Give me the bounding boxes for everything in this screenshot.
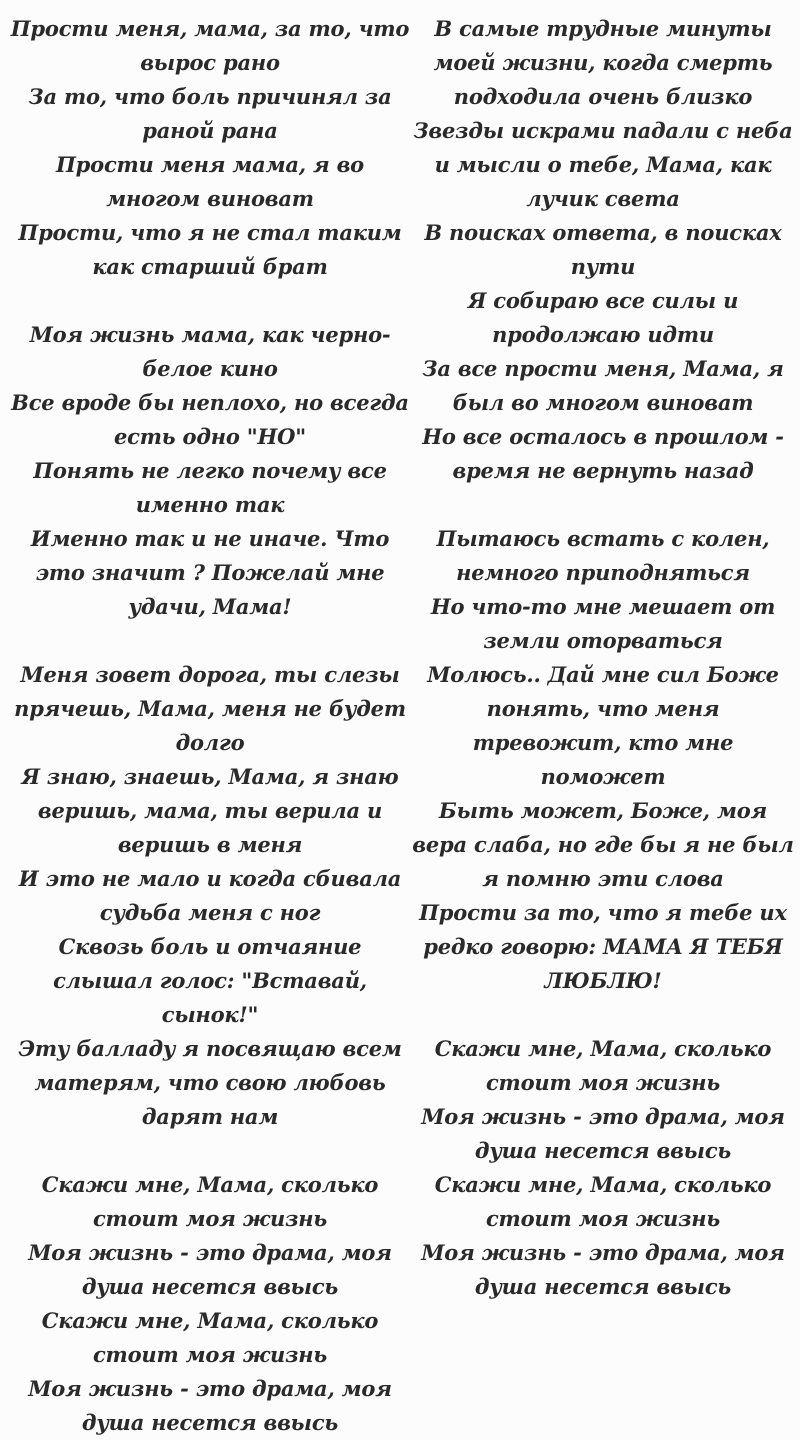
lyric-line: Моя жизнь - это драма, моя душа несется ввысь xyxy=(421,1104,785,1163)
lyric-line: За все прости меня, Мама, я был во многом виноват xyxy=(422,356,784,415)
lyric-line: Прости меня мама, я во многом виноват xyxy=(56,152,364,211)
lyric-line: Моя жизнь мама, как черно-белое кино xyxy=(29,322,391,381)
lyrics-column-left xyxy=(10,12,410,1440)
lyric-line: Пытаюсь встать с колен, немного приподняться xyxy=(436,526,770,585)
stanza-break xyxy=(10,284,410,318)
lyric-line: Скажи мне, Мама, сколько стоит моя жизнь xyxy=(41,1172,379,1231)
lyric-line: Я собираю все силы и продолжаю идти xyxy=(467,288,739,347)
lyric-line: Скажи мне, Мама, сколько стоит моя жизнь xyxy=(41,1308,379,1367)
stanza-break xyxy=(412,998,794,1032)
lyric-line: В самые трудные минуты моей жизни, когда смерть подходила очень близко xyxy=(433,16,773,109)
lyric-line: Моя жизнь - это драма, моя душа несется ввысь xyxy=(28,1376,392,1435)
lyric-line: Но что-то мне мешает от земли оторваться xyxy=(430,594,776,653)
lyric-line: Звезды искрами падали с неба и мысли о тебе, Мама, как лучик света xyxy=(413,118,793,211)
stanza-break xyxy=(10,624,410,658)
lyric-line: Моя жизнь - это драма, моя душа несется ввысь xyxy=(28,1240,392,1299)
lyric-line: Прости, что я не стал таким как старший брат xyxy=(18,220,402,279)
lyric-line: Прости меня, мама, за то, что вырос рано xyxy=(10,16,410,75)
lyrics-column-right xyxy=(412,12,794,1304)
lyric-line: Именно так и не иначе. Что это значит ? Пожелай мне удачи, Мама! xyxy=(30,526,390,619)
lyric-line: За то, что боль причинял за раной рана xyxy=(28,84,392,143)
lyric-line: Моя жизнь - это драма, моя душа несется ввысь xyxy=(421,1240,785,1299)
lyric-line: Быть может, Боже, моя вера слаба, но где бы я не был я помню эти слова xyxy=(412,798,794,891)
lyric-line: Я знаю, знаешь, Мама, я знаю веришь, мама, ты верила и веришь в меня xyxy=(21,764,399,857)
lyric-line: Эту балладу я посвящаю всем матерям, что свою любовь дарят нам xyxy=(18,1036,402,1129)
lyric-line: Понять не легко почему все именно так xyxy=(33,458,387,517)
lyric-line: В поисках ответа, в поисках пути xyxy=(424,220,782,279)
lyric-line: Но все осталось в прошлом - время не вернуть назад xyxy=(422,424,784,483)
lyric-line: Молюсь.. Дай мне сил Боже понять, что меня тревожит, кто мне поможет xyxy=(427,662,779,789)
lyric-line: И это не мало и когда сбивала судьба меня с ног xyxy=(18,866,402,925)
lyric-line: Меня зовет дорога, ты слезы прячешь, Мама, меня не будет долго xyxy=(14,662,406,755)
lyric-line: Все вроде бы неплохо, но всегда есть одно "НО" xyxy=(11,390,409,449)
stanza-break xyxy=(10,1134,410,1168)
lyric-line: Сквозь боль и отчаяние слышал голос: "Вставай, сынок!" xyxy=(53,934,367,1027)
lyric-line: Прости за то, что я тебе их редко говорю: МАМА Я ТЕБЯ ЛЮБЛЮ! xyxy=(419,900,787,993)
stanza-break xyxy=(412,488,794,522)
lyric-line: Скажи мне, Мама, сколько стоит моя жизнь xyxy=(434,1036,772,1095)
lyric-line: Скажи мне, Мама, сколько стоит моя жизнь xyxy=(434,1172,772,1231)
